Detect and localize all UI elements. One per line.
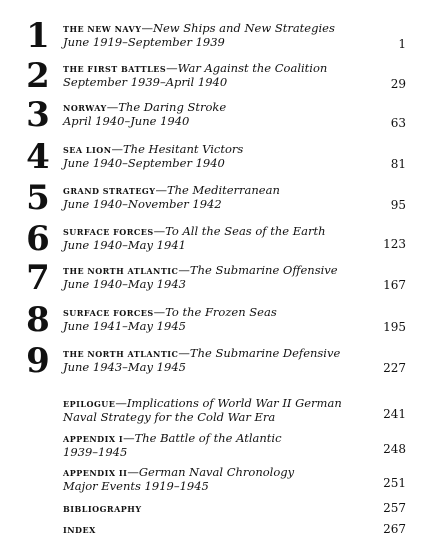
chapter-label: THE NORTH ATLANTIC <box>63 349 179 359</box>
chapter-entry <box>0 219 424 265</box>
chapter-subtitle: The Daring Stroke <box>118 100 227 114</box>
chapter-label: SURFACE FORCES <box>63 308 154 318</box>
page-number: 167 <box>383 278 406 292</box>
chapter-entry <box>0 95 424 141</box>
page-number: 1 <box>398 37 406 51</box>
chapter-dates: June 1940–September 1940 <box>63 156 225 170</box>
chapter-entry <box>0 16 424 62</box>
appendix-ii-entry <box>0 466 424 494</box>
chapter-label: SEA LION <box>63 145 112 155</box>
chapter-label: GRAND STRATEGY <box>63 186 156 196</box>
chapter-label: SURFACE FORCES <box>63 227 154 237</box>
separator: — <box>115 396 127 410</box>
chapter-number: 8 <box>26 300 50 340</box>
page-number: 257 <box>383 501 406 515</box>
separator: — <box>166 61 178 75</box>
chapter-dates: September 1939–April 1940 <box>63 75 228 89</box>
page-number: 251 <box>383 476 406 490</box>
appendix-line2: 1939–1945 <box>63 445 128 459</box>
chapter-dates: June 1940–November 1942 <box>63 197 222 211</box>
separator: — <box>106 100 119 114</box>
epilogue-line2: Naval Strategy for the Cold War Era <box>63 410 276 424</box>
page-number: 227 <box>383 361 406 375</box>
chapter-number: 2 <box>26 56 50 96</box>
chapter-entry <box>0 137 424 183</box>
chapter-entry <box>0 300 424 346</box>
separator: — <box>153 224 166 238</box>
chapter-subtitle: The Submarine Defensive <box>189 346 341 360</box>
appendix-label: APPENDIX II <box>63 468 128 478</box>
page-number: 95 <box>390 198 406 212</box>
page-number: 195 <box>383 320 406 334</box>
chapter-subtitle: The Hesitant Victors <box>123 142 244 156</box>
chapter-label: NORWAY <box>63 103 107 113</box>
page-number: 63 <box>390 116 406 130</box>
chapter-dates: June 1940–May 1943 <box>63 277 186 291</box>
chapter-entry <box>0 258 424 304</box>
chapter-dates: April 1940–June 1940 <box>63 114 190 128</box>
bibliography-label: BIBLIOGRAPHY <box>63 504 142 514</box>
index-label: INDEX <box>63 525 96 535</box>
page-number: 267 <box>383 522 406 536</box>
chapter-entry <box>0 56 424 102</box>
chapter-number: 9 <box>26 341 50 381</box>
chapter-dates: June 1941–May 1945 <box>63 319 186 333</box>
bibliography-entry <box>0 502 424 516</box>
chapter-subtitle: To All the Seas of the Earth <box>165 224 326 238</box>
separator: — <box>127 465 139 479</box>
page-number: 241 <box>383 407 406 421</box>
epilogue-entry <box>0 397 424 425</box>
separator: — <box>123 431 135 445</box>
appendix-line2: Major Events 1919–1945 <box>63 479 209 493</box>
chapter-subtitle: War Against the Coalition <box>177 61 328 75</box>
chapter-dates: June 1940–May 1941 <box>63 238 186 252</box>
separator: — <box>111 142 124 156</box>
appendix-subtitle: German Naval Chronology <box>138 465 295 479</box>
chapter-label: THE FIRST BATTLES <box>63 64 167 74</box>
chapter-subtitle: The Mediterranean <box>166 183 280 197</box>
chapter-number: 5 <box>26 178 50 218</box>
chapter-subtitle: New Ships and New Strategies <box>152 21 335 35</box>
chapter-subtitle: The Submarine Offensive <box>189 263 338 277</box>
chapter-number: 3 <box>26 95 50 135</box>
chapter-number: 6 <box>26 219 50 259</box>
separator: — <box>178 263 190 277</box>
separator: — <box>141 21 153 35</box>
page-number: 81 <box>390 157 406 171</box>
chapter-label: THE NORTH ATLANTIC <box>63 266 179 276</box>
epilogue-label: EPILOGUE <box>63 399 116 409</box>
page-number: 29 <box>390 77 406 91</box>
chapter-label: THE NEW NAVY <box>63 24 142 34</box>
chapter-number: 1 <box>26 16 50 56</box>
chapter-number: 4 <box>26 137 50 177</box>
chapter-dates: June 1943–May 1945 <box>63 360 186 374</box>
appendix-subtitle: The Battle of the Atlantic <box>134 431 282 445</box>
chapter-entry <box>0 178 424 224</box>
separator: — <box>155 183 167 197</box>
page-number: 248 <box>383 442 406 456</box>
separator: — <box>153 305 166 319</box>
chapter-number: 7 <box>26 258 50 298</box>
page-number: 123 <box>383 237 406 251</box>
index-entry <box>0 523 424 537</box>
chapter-subtitle: To the Frozen Seas <box>165 305 277 319</box>
appendix-i-entry <box>0 432 424 460</box>
epilogue-subtitle: Implications of World War II German <box>126 396 342 410</box>
chapter-dates: June 1919–September 1939 <box>63 35 225 49</box>
appendix-label: APPENDIX I <box>63 434 124 444</box>
chapter-entry <box>0 341 424 387</box>
separator: — <box>178 346 190 360</box>
